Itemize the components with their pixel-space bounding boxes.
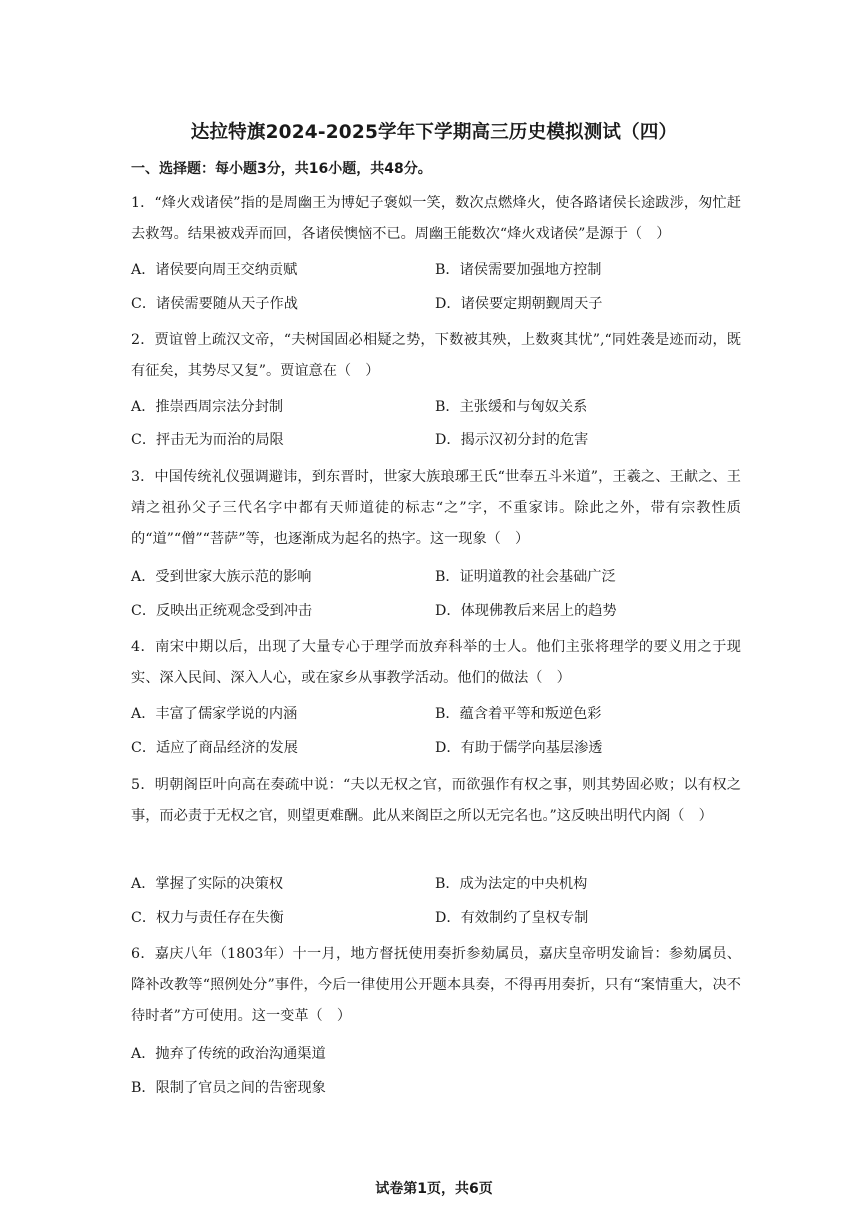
question-3-option-d: D．体现佛教后来居上的趋势 xyxy=(435,603,617,619)
question-1-option-c: C．诸侯需要随从天子作战 xyxy=(131,296,298,312)
question-6-stem: 6．嘉庆八年（1803年）十一月，地方督抚使用奏折参劾属员，嘉庆皇帝明发谕旨：参劾属员、降补改教等“照例处分”事件，今后一律使用公开题本具奏，不得再用奏折，只有“案情重大，决不待时者”方可使用。这一变革（ ） xyxy=(131,946,741,1024)
page-footer: 试卷第1页，共6页 xyxy=(375,1181,493,1197)
question-2-option-b: B．主张缓和与匈奴关系 xyxy=(435,399,588,415)
question-3-stem: 3．中国传统礼仪强调避讳，到东晋时，世家大族琅琊王氏“世奉五斗米道”，王羲之、王献之、王靖之祖孙父子三代名字中都有天师道徒的标志“之”字，不重家讳。除此之外，带有宗教性质的“道”“僧”“菩萨”等，也逐渐成为起名的热字。这一现象（ ） xyxy=(131,469,741,547)
question-1-option-d: D．诸侯要定期朝觐周天子 xyxy=(435,296,603,312)
question-2-option-d: D．揭示汉初分封的危害 xyxy=(435,432,589,448)
question-6-option-a: A．抛弃了传统的政治沟通渠道 xyxy=(131,1046,326,1062)
question-3-option-c: C．反映出正统观念受到冲击 xyxy=(131,603,313,619)
question-4-option-c: C．适应了商品经济的发展 xyxy=(131,740,298,756)
question-4-option-a: A．丰富了儒家学说的内涵 xyxy=(131,706,298,722)
question-2-option-a: A．推崇西周宗法分封制 xyxy=(131,399,284,415)
question-1-stem: 1．“烽火戏诸侯”指的是周幽王为博妃子褒姒一笑，数次点燃烽火，使各路诸侯长途跋涉，匆忙赶去救驾。结果被戏弄而回，各诸侯懊恼不已。周幽王能数次“烽火戏诸侯”是源于（ ） xyxy=(131,195,741,242)
question-5-option-c: C．权力与责任存在失衡 xyxy=(131,910,284,926)
question-5-option-b: B．成为法定的中央机构 xyxy=(435,876,588,892)
question-2-option-c: C．抨击无为而治的局限 xyxy=(131,432,284,448)
question-1-option-b: B．诸侯需要加强地方控制 xyxy=(435,262,602,278)
question-4-option-b: B．蕴含着平等和叛逆色彩 xyxy=(435,706,602,722)
question-6-option-b: B．限制了官员之间的告密现象 xyxy=(131,1080,326,1096)
question-3-option-a: A．受到世家大族示范的影响 xyxy=(131,569,312,585)
question-3-option-b: B．证明道教的社会基础广泛 xyxy=(435,569,616,585)
section-heading: 一、选择题：每小题3分，共16小题，共48分。 xyxy=(131,161,432,177)
page-title: 达拉特旗2024-2025学年下学期高三历史模拟测试（四） xyxy=(190,122,678,143)
question-5-option-d: D．有效制约了皇权专制 xyxy=(435,910,589,926)
question-1-option-a: A．诸侯要向周王交纳贡赋 xyxy=(131,262,298,278)
question-4-stem: 4．南宋中期以后，出现了大量专心于理学而放弃科举的士人。他们主张将理学的要义用之于现实、深入民间、深入人心，或在家乡从事教学活动。他们的做法（ ） xyxy=(131,639,741,686)
question-5-option-a: A．掌握了实际的决策权 xyxy=(131,876,284,892)
question-4-option-d: D．有助于儒学向基层渗透 xyxy=(435,740,603,756)
question-2-stem: 2．贾谊曾上疏汉文帝，“夫树国固必相疑之势，下数被其殃，上数爽其忧”,“同姓袭是迹而动，既有征矣，其势尽又复”。贾谊意在（ ） xyxy=(131,332,741,379)
question-5-stem: 5．明朝阁臣叶向高在奏疏中说：“夫以无权之官，而欲强作有权之事，则其势固必败；以有权之事，而必责于无权之官，则望更难酬。此从来阁臣之所以无完名也。”这反映出明代内阁（ ） xyxy=(131,777,741,824)
